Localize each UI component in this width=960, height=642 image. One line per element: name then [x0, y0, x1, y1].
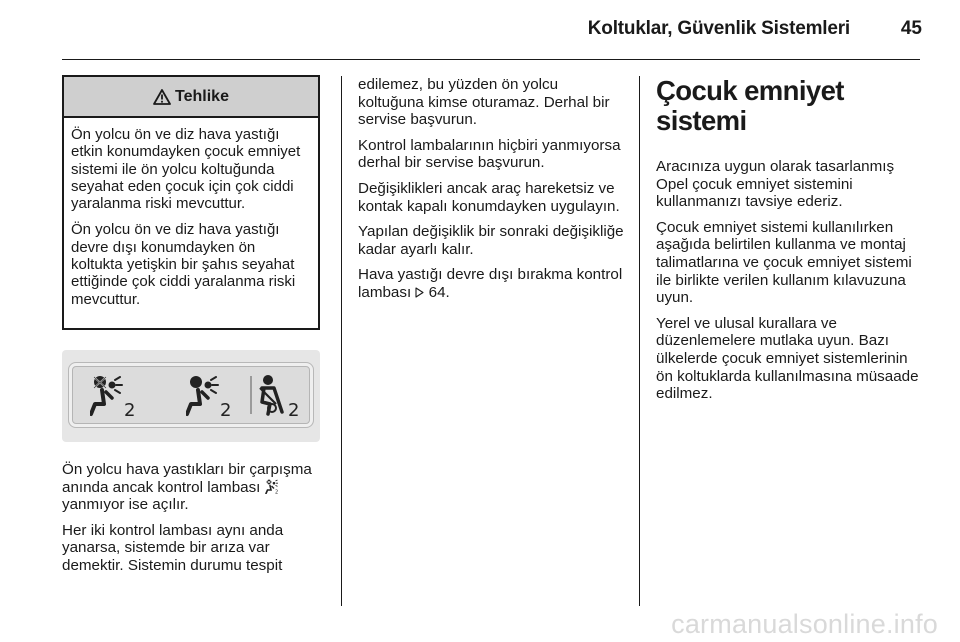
danger-warning-box — [62, 75, 320, 330]
body-paragraph: Yerel ve ulusal kurallara ve düzenlemelere mutlaka uyun. Bazı ülkelerde çocuk emniyet sistemlerinin ön koltuklarda kullanılmasına müsaade edilmez. — [656, 314, 919, 403]
header-rule — [62, 59, 920, 60]
section-title: Çocuk emniyet sistemi — [656, 75, 844, 136]
seatbelt-icon — [256, 374, 312, 418]
warning-paragraph: Ön yolcu ön ve diz hava yastığı devre dışı konumdayken ön koltukta yetişkin bir şahıs seyahat ettiğinde çok ciddi yaralanma riski mevcuttur. — [71, 221, 296, 308]
watermark: carmanualsonline.info — [671, 609, 938, 639]
airbag-indicator-panel — [62, 350, 320, 442]
indicator-bezel — [68, 362, 314, 428]
warning-header — [64, 77, 318, 118]
airbag-off-icon — [90, 374, 150, 418]
indicator-divider — [250, 376, 252, 414]
warning-title: Tehlike — [175, 87, 229, 105]
page-number: 45 — [900, 18, 922, 39]
body-text: Ön yolcu hava yastıkları bir çarpışma anında ancak kontrol lambası — [62, 461, 312, 496]
body-paragraph: Her iki kontrol lambası aynı anda yanarsa, sistemde bir arıza var demektir. Sistemin durumu tespit — [62, 521, 284, 574]
indicator-label: 2 — [124, 400, 136, 418]
airbag-off-inline-icon — [265, 479, 279, 494]
column-3 — [656, 76, 926, 411]
column-divider — [639, 76, 640, 606]
page-reference-number: 64. — [424, 283, 450, 301]
airbag-on-icon — [186, 374, 246, 418]
page-header-title: Koltuklar, Güvenlik Sistemleri — [587, 18, 850, 39]
svg-text:2: 2 — [274, 489, 278, 494]
indicator-label: 2 — [220, 400, 232, 418]
indicator-label: 2 — [288, 400, 300, 418]
body-paragraph: Yapılan değişiklik bir sonraki değişikliğe kadar ayarlı kalır. — [358, 223, 624, 258]
body-paragraph: Aracınıza uygun olarak tasarlanmış Opel çocuk emniyet sistemini kullanmanızı tavsiye ederiz. — [656, 158, 895, 211]
column-2-text — [358, 76, 628, 310]
body-paragraph: Kontrol lambalarının hiçbiri yanmıyorsa derhal bir servise başvurun. — [358, 136, 621, 172]
body-paragraph: edilemez, bu yüzden ön yolcu koltuğuna kimse oturamaz. Derhal bir servise başvurun. — [358, 76, 610, 129]
column-divider — [341, 76, 342, 606]
warning-paragraph: Ön yolcu ön ve diz hava yastığı etkin konumdayken çocuk emniyet sistemi ile ön yolcu koltuğunda seyahat eden çocuk için çok ciddi yaralanma riski mevcuttur. — [71, 126, 301, 213]
page-reference-link[interactable] — [415, 284, 449, 301]
body-paragraph — [358, 266, 628, 301]
column-1-text — [62, 461, 328, 583]
warning-triangle-icon — [153, 89, 171, 105]
body-text: Hava yastığı devre dışı bırakma kontrol lambası — [358, 266, 623, 301]
body-paragraph — [62, 461, 328, 514]
body-paragraph: Değişiklikleri ancak araç hareketsiz ve kontak kapalı konumdayken uygulayın. — [358, 179, 620, 215]
body-paragraph: Çocuk emniyet sistemi kullanılırken aşağıda belirtilen kullanma ve montaj talimatlarına ve çocuk emniyet sistemi ile birlikte verilen kullanım kılavuzuna uyun. — [656, 218, 912, 307]
body-text: yanmıyor ise açılır. — [62, 496, 189, 514]
